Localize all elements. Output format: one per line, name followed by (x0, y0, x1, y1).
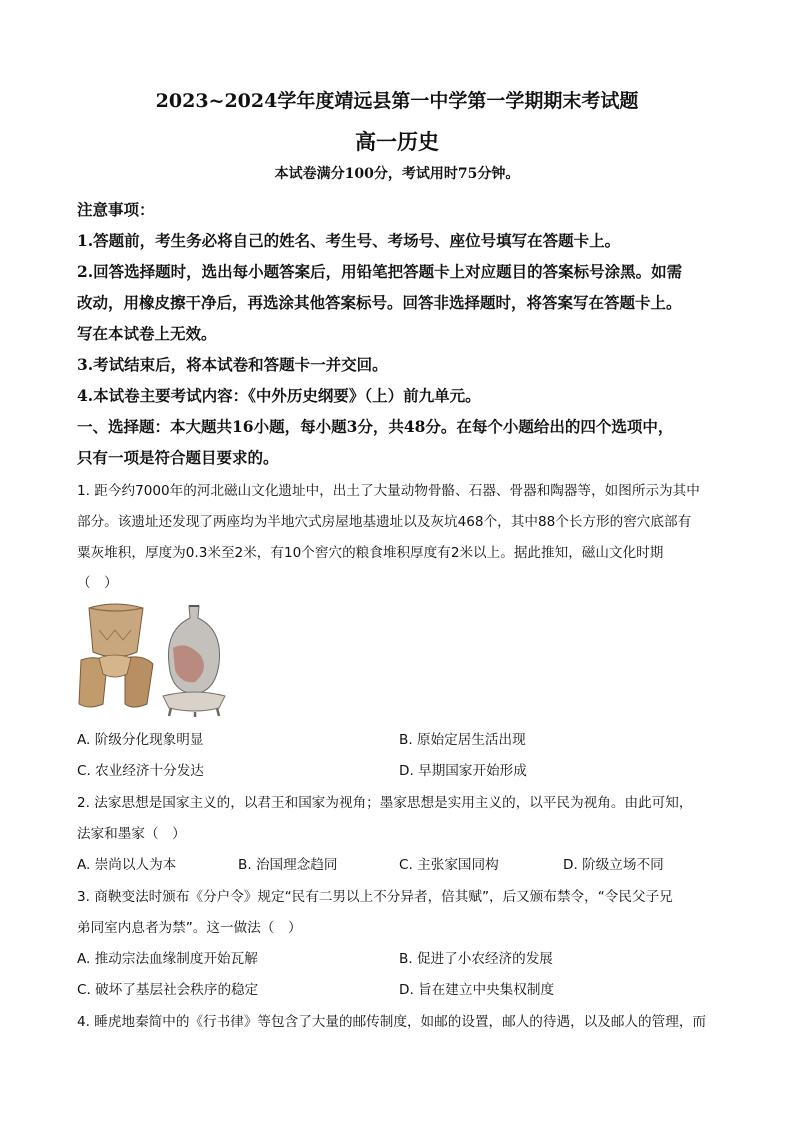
q2-option-b[interactable]: B. 治国理念趋同 (238, 857, 338, 873)
notice-item-2-line-1: 2.回答选择题时，选出每小题答案后，用铅笔把答题卡上对应题目的答案标号涂黑。如需 (77, 262, 683, 281)
exam-info: 本试卷满分100分，考试用时75分钟。 (274, 166, 520, 182)
notice-item-2-line-2: 改动，用橡皮擦干净后，再选涂其他答案标号。回答非选择题时，将答案写在答题卡上。 (77, 293, 682, 312)
pottery-artifacts-image (77, 600, 227, 718)
q4-stem-line-1: 4. 睡虎地秦简中的《行书律》等包含了大量的邮传制度，如邮的设置，邮人的待遇，以及邮人的管理，而 (77, 1014, 707, 1030)
notice-item-3: 3.考试结束后，将本试卷和答题卡一并交回。 (77, 355, 388, 374)
q3-option-c[interactable]: C. 破坏了基层社会秩序的稳定 (77, 982, 259, 998)
notice-item-4: 4.本试卷主要考试内容：《中外历史纲要》（上）前九单元。 (77, 386, 481, 405)
q1-stem-line-1: 1. 距今约7000年的河北磁山文化遗址中，出土了大量动物骨骼、石器、骨器和陶器等，如图所示为其中 (77, 483, 700, 499)
q1-option-b[interactable]: B. 原始定居生活出现 (399, 732, 526, 748)
q1-stem-line-3: 粟灰堆积，厚度为0.3米至2米，有10个窖穴的粮食堆积厚度有2米以上。据此推知，磁山文化时期 (77, 545, 664, 561)
notice-item-2-line-3: 写在本试卷上无效。 (77, 324, 217, 343)
q2-option-d[interactable]: D. 阶级立场不同 (563, 857, 664, 873)
q3-option-b[interactable]: B. 促进了小农经济的发展 (399, 951, 553, 967)
q1-answer-paren: （ ） (77, 575, 118, 591)
q1-option-d[interactable]: D. 早期国家开始形成 (399, 763, 527, 779)
q3-option-a[interactable]: A. 推动宗法血缘制度开始瓦解 (77, 951, 258, 967)
notice-heading: 注意事项： (77, 200, 155, 219)
q1-stem-line-2: 部分。该遗址还发现了两座均为半地穴式房屋地基遗址以及灰坑468个，其中88个长方形的窖穴底部有 (77, 514, 692, 530)
q2-stem-line-1: 2. 法家思想是国家主义的，以君王和国家为视角；墨家思想是实用主义的，以平民为视角。由此可知， (77, 795, 693, 811)
q1-option-c[interactable]: C. 农业经济十分发达 (77, 763, 204, 779)
q3-stem-line-2: 弟同室内息者为禁”。这一做法（ ） (77, 920, 302, 936)
section-1-line-2: 只有一项是符合题目要求的。 (77, 448, 279, 467)
subject-title: 高一历史 (355, 129, 439, 154)
q3-stem-line-1: 3. 商鞅变法时颁布《分户令》规定“民有二男以上不分异者，倍其赋”，后又颁布禁令，“令民父子兄 (77, 889, 673, 905)
section-1-line-1: 一、选择题：本大题共16小题，每小题3分，共48分。在每个小题给出的四个选项中， (77, 417, 674, 436)
exam-title: 2023~2024学年度靖远县第一中学第一学期期末考试题 (155, 90, 639, 112)
q1-option-a[interactable]: A. 阶级分化现象明显 (77, 732, 204, 748)
q3-option-d[interactable]: D. 旨在建立中央集权制度 (399, 982, 555, 998)
q2-option-a[interactable]: A. 崇尚以人为本 (77, 857, 177, 873)
notice-item-1: 1.答题前，考生务必将自己的姓名、考生号、考场号、座位号填写在答题卡上。 (77, 231, 621, 250)
q2-option-c[interactable]: C. 主张家国同构 (399, 857, 499, 873)
q2-stem-line-2: 法家和墨家（ ） (77, 826, 186, 842)
